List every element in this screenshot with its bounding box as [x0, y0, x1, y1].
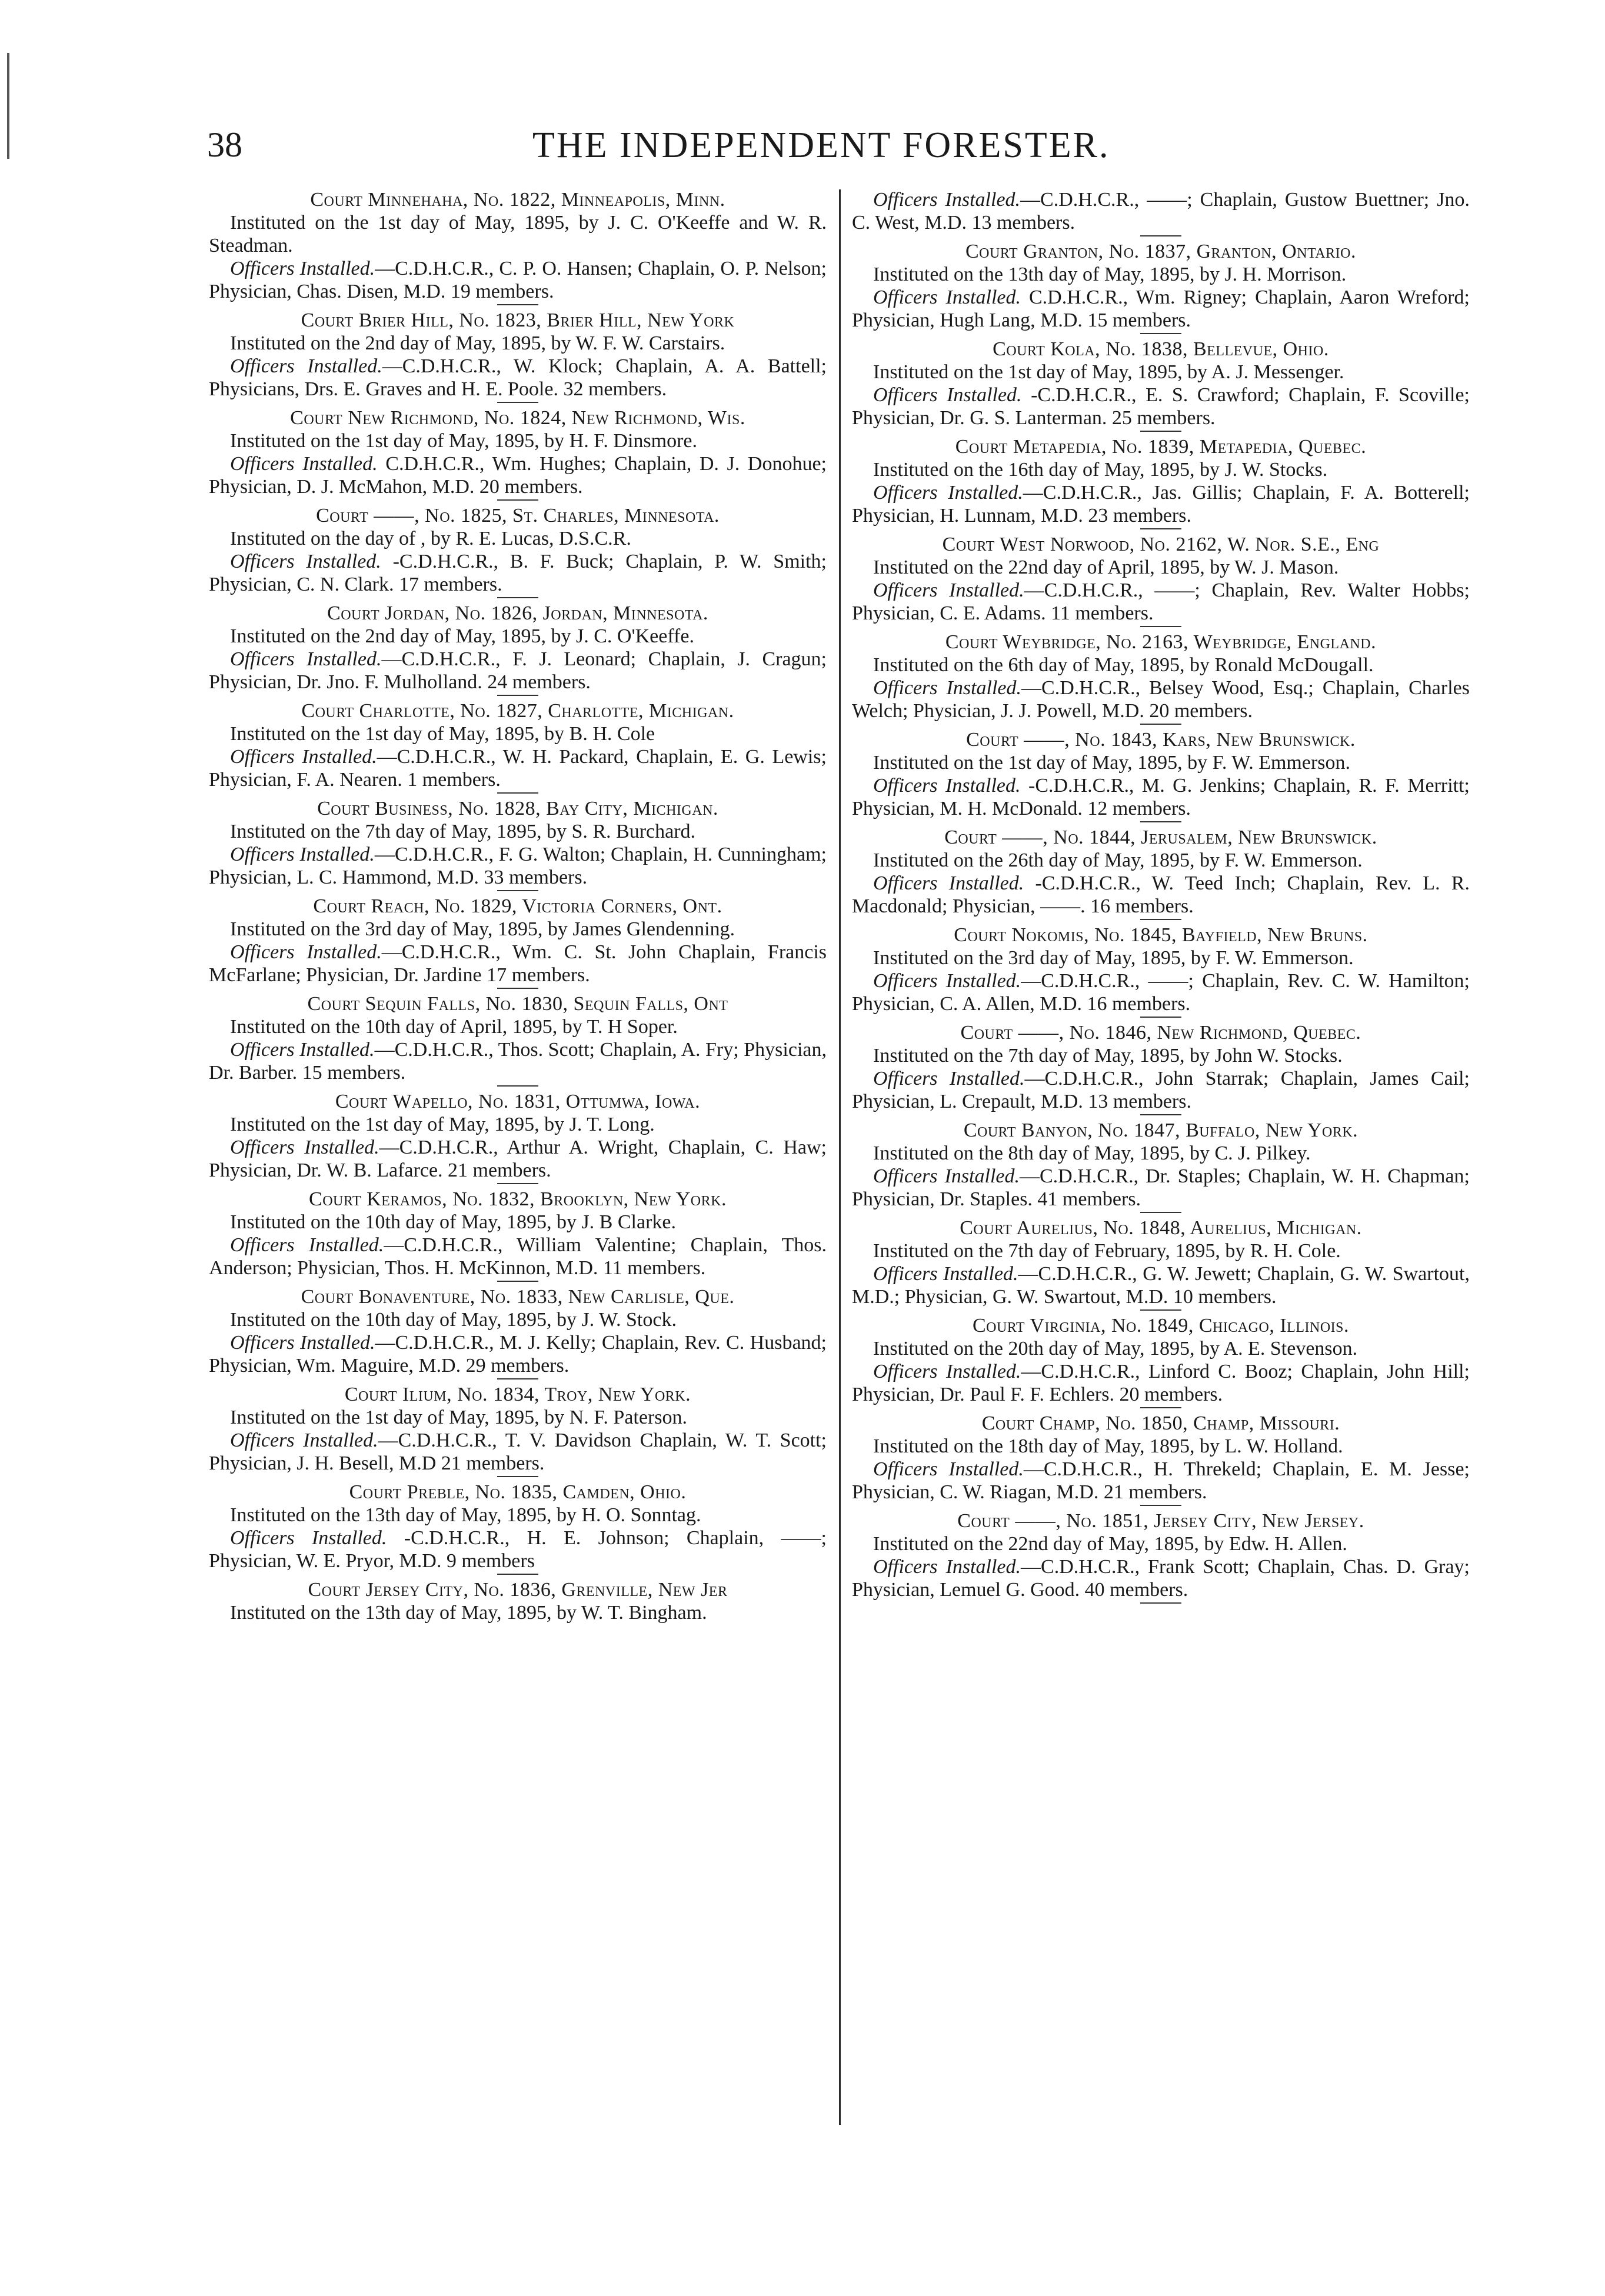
- instituted-text: Instituted on the 26th day of May, 1895, by F. W. Emmerson.: [873, 849, 1363, 871]
- officers-text: [852, 1360, 1470, 1406]
- instituted-text: Instituted on the 1st day of May, 1895, by J. C. O'Keeffe and W. R. Steadman.: [209, 212, 827, 256]
- entry-rule: [497, 695, 538, 696]
- instituted-text: Instituted on the 6th day of May, 1895, by Ronald McDougall.: [873, 654, 1374, 676]
- court-entry: [209, 797, 827, 891]
- officers-list: —C.D.H.C.R., Arthur A. Wright, Chaplain, C. Haw; Physician, Dr. W. B. Lafarce. 21 members.: [209, 1137, 827, 1181]
- officers-list: —C.D.H.C.R., G. W. Jewett; Chaplain, G. W. Swartout, M.D.; Physician, G. W. Swartout, M.D. 10 members.: [852, 1263, 1470, 1308]
- officers-list: -C.D.H.C.R., W. Teed Inch; Chaplain, Rev. L. R. Macdonald; Physician, ——. 16 members.: [852, 872, 1470, 917]
- column-divider: [839, 189, 841, 2125]
- entry-rule: [1140, 724, 1181, 725]
- court-heading: Court Virginia, No. 1849, Chicago, Illinois.: [972, 1315, 1350, 1337]
- entry-rule: [497, 1476, 538, 1477]
- court-entry: [852, 435, 1470, 529]
- left-column: [209, 188, 827, 1627]
- court-entry: [209, 699, 827, 794]
- entry-rule: [497, 1281, 538, 1282]
- officers-text: [852, 1262, 1470, 1308]
- entry-rule: [497, 1574, 538, 1575]
- officers-text: [209, 1136, 827, 1182]
- entry-rule: [1140, 235, 1181, 236]
- court-entry: [852, 1509, 1470, 1604]
- court-heading: Court Bonaventure, No. 1833, New Carlisle, Que.: [301, 1286, 735, 1308]
- court-entry: [852, 826, 1470, 920]
- entry-rule: [497, 597, 538, 598]
- officers-label: Officers Installed.: [873, 286, 1021, 308]
- instituted-text: Instituted on the 13th day of May, 1895, by W. T. Bingham.: [230, 1602, 707, 1624]
- officers-label: Officers Installed.: [873, 1361, 1021, 1382]
- officers-list: —C.D.H.C.R., W. Klock; Chaplain, A. A. Battell; Physicians, Drs. E. Graves and H. E. Poole. 32 members.: [209, 355, 827, 400]
- officers-list: —C.D.H.C.R., John Starrak; Chaplain, James Cail; Physician, L. Crepault, M.D. 13 members.: [852, 1068, 1470, 1112]
- officers-label: Officers Installed.: [873, 1165, 1020, 1187]
- court-heading: Court ——, No. 1844, Jerusalem, New Brunswick.: [944, 827, 1377, 848]
- court-entry: [852, 924, 1470, 1018]
- officers-list: —C.D.H.C.R., W. H. Packard, Chaplain, E. G. Lewis; Physician, F. A. Nearen. 1 members.: [209, 746, 827, 791]
- court-entry: [852, 1021, 1470, 1115]
- court-heading: Court Sequin Falls, No. 1830, Sequin Falls, Ont: [307, 993, 728, 1015]
- instituted-text: Instituted on the 16th day of May, 1895, by J. W. Stocks.: [873, 459, 1328, 481]
- entry-rule: [497, 1085, 538, 1087]
- court-entry: [852, 1412, 1470, 1506]
- instituted-text: Instituted on the 13th day of May, 1895, by H. O. Sonntag.: [230, 1504, 701, 1526]
- officers-text: [209, 941, 827, 987]
- court-entry: [209, 406, 827, 501]
- court-entry: [852, 240, 1470, 334]
- instituted-text: Instituted on the 1st day of May, 1895, by J. T. Long.: [230, 1114, 655, 1135]
- court-heading: Court Reach, No. 1829, Victoria Corners, Ont.: [313, 895, 722, 917]
- instituted-text: Instituted on the 7th day of February, 1895, by R. H. Cole.: [873, 1240, 1341, 1262]
- court-heading: Court Nokomis, No. 1845, Bayfield, New Bruns.: [954, 924, 1368, 946]
- instituted-text: Instituted on the day of , by R. E. Lucas, D.S.C.R.: [230, 528, 631, 549]
- court-entry: [852, 1314, 1470, 1408]
- entry-rule: [1140, 1505, 1181, 1506]
- court-heading: Court Banyon, No. 1847, Buffalo, New York.: [963, 1119, 1358, 1141]
- officers-list: —C.D.H.C.R., M. J. Kelly; Chaplain, Rev. C. Husband; Physician, Wm. Maguire, M.D. 29 members.: [209, 1332, 827, 1377]
- running-head: THE INDEPENDENT FORESTER.: [532, 125, 1110, 165]
- court-heading: Court Charlotte, No. 1827, Charlotte, Michigan.: [301, 700, 734, 722]
- officers-list: —C.D.H.C.R., F. G. Walton; Chaplain, H. Cunningham; Physician, L. C. Hammond, M.D. 33 members.: [209, 844, 827, 888]
- entry-rule: [497, 792, 538, 794]
- officers-label: Officers Installed.: [873, 872, 1024, 894]
- court-heading: Court Weybridge, No. 2163, Weybridge, England.: [945, 631, 1377, 653]
- court-heading: Court Ilium, No. 1834, Troy, New York.: [344, 1384, 691, 1405]
- entry-rule: [1140, 1212, 1181, 1213]
- officers-text: [209, 843, 827, 889]
- court-entry: [852, 533, 1470, 627]
- officers-list: —C.D.H.C.R., C. P. O. Hansen; Chaplain, O. P. Nelson; Physician, Chas. Disen, M.D. 19 members.: [209, 258, 827, 302]
- instituted-text: Instituted on the 10th day of April, 1895, by T. H Soper.: [230, 1016, 678, 1038]
- officers-label: Officers Installed.: [230, 844, 375, 865]
- officers-list: —C.D.H.C.R., Jas. Gillis; Chaplain, F. A. Botterell; Physician, H. Lunnam, M.D. 23 members.: [852, 482, 1470, 526]
- court-heading: Court ——, No. 1825, St. Charles, Minnesota.: [316, 505, 720, 526]
- officers-text: [852, 1165, 1470, 1211]
- officers-label: Officers Installed.: [873, 1068, 1025, 1089]
- right-column: [852, 188, 1470, 1607]
- officers-list: C.D.H.C.R., Wm. Rigney; Chaplain, Aaron Wreford; Physician, Hugh Lang, M.D. 15 members.: [852, 286, 1470, 331]
- officers-text: [852, 774, 1470, 820]
- officers-label: Officers Installed.: [873, 970, 1021, 992]
- officers-text: [852, 1458, 1470, 1504]
- court-heading: Court Wapello, No. 1831, Ottumwa, Iowa.: [335, 1091, 701, 1112]
- court-entry: [852, 1119, 1470, 1213]
- officers-label: Officers Installed.: [230, 648, 382, 670]
- instituted-text: Instituted on the 2nd day of May, 1895, by W. F. W. Carstairs.: [230, 332, 725, 354]
- court-entry: [209, 1188, 827, 1282]
- instituted-text: Instituted on the 13th day of May, 1895, by J. H. Morrison.: [873, 264, 1347, 285]
- court-entry: [209, 1578, 827, 1624]
- instituted-text: Instituted on the 3rd day of May, 1895, by James Glendenning.: [230, 918, 735, 940]
- court-entry: [852, 338, 1470, 432]
- court-entry: [209, 992, 827, 1087]
- court-entry: [209, 602, 827, 696]
- instituted-text: Instituted on the 1st day of May, 1895, by F. W. Emmerson.: [873, 752, 1351, 774]
- officers-label: Officers Installed.: [230, 355, 382, 377]
- officers-label: Officers Installed.: [230, 941, 382, 963]
- court-entry: [209, 309, 827, 403]
- officers-text: [852, 1555, 1470, 1601]
- officers-list: —C.D.H.C.R., William Valentine; Chaplain, Thos. Anderson; Physician, Thos. H. McKinnon, M.D. 11 members.: [209, 1234, 827, 1279]
- entry-rule: [497, 1378, 538, 1379]
- officers-list: —C.D.H.C.R., Wm. C. St. John Chaplain, Francis McFarlane; Physician, Dr. Jardine 17 members.: [209, 941, 827, 986]
- officers-list: -C.D.H.C.R., M. G. Jenkins; Chaplain, R. F. Merritt; Physician, M. H. McDonald. 12 members.: [852, 775, 1470, 819]
- entry-rule: [497, 402, 538, 403]
- entry-rule: [1140, 821, 1181, 822]
- officers-label: Officers Installed.: [873, 384, 1022, 406]
- officers-list: —C.D.H.C.R., Frank Scott; Chaplain, Chas. D. Gray; Physician, Lemuel G. Good. 40 members.: [852, 1556, 1470, 1601]
- officers-text: [852, 481, 1470, 527]
- officers-label: Officers Installed.: [873, 677, 1022, 699]
- officers-text: [852, 677, 1470, 722]
- officers-label: Officers Installed.: [873, 482, 1023, 504]
- entry-rule: [1140, 919, 1181, 920]
- officers-text: [852, 579, 1470, 625]
- court-heading: Court Champ, No. 1850, Champ, Missouri.: [981, 1412, 1340, 1434]
- court-heading: Court Jersey City, No. 1836, Grenville, New Jer: [308, 1579, 728, 1601]
- court-entry: [209, 504, 827, 598]
- court-entry: [852, 631, 1470, 725]
- officers-list: C.D.H.C.R., Wm. Hughes; Chaplain, D. J. Donohue; Physician, D. J. McMahon, M.D. 20 members.: [209, 453, 827, 498]
- officers-text: [209, 1527, 827, 1572]
- court-heading: Court Minnehaha, No. 1822, Minneapolis, Minn.: [310, 189, 725, 211]
- court-heading: Court ——, No. 1851, Jersey City, New Jersey.: [957, 1510, 1364, 1532]
- court-heading: Court Jordan, No. 1826, Jordan, Minnesota.: [327, 602, 708, 624]
- court-heading: Court Keramos, No. 1832, Brooklyn, New York.: [309, 1188, 727, 1210]
- officers-list: -C.D.H.C.R., E. S. Crawford; Chaplain, F. Scoville; Physician, Dr. G. S. Lanterman. 25 members.: [852, 384, 1470, 429]
- court-entry: [852, 728, 1470, 822]
- court-entry: [209, 1090, 827, 1184]
- entry-rule: [1140, 431, 1181, 432]
- page-number: 38: [207, 125, 242, 164]
- officers-label: Officers Installed.: [230, 1234, 384, 1256]
- instituted-text: Instituted on the 2nd day of May, 1895, by J. C. O'Keeffe.: [230, 625, 694, 647]
- officers-text: [852, 384, 1470, 429]
- officers-list: -C.D.H.C.R., H. E. Johnson; Chaplain, ——; Physician, W. E. Pryor, M.D. 9 members: [209, 1527, 827, 1572]
- entry-rule: [1140, 1602, 1181, 1604]
- instituted-text: Instituted on the 7th day of May, 1895, by John W. Stocks.: [873, 1045, 1343, 1067]
- court-entry: [209, 188, 827, 305]
- officers-label: Officers Installed.: [230, 746, 377, 768]
- officers-list: —C.D.H.C.R., Dr. Staples; Chaplain, W. H. Chapman; Physician, Dr. Staples. 41 members.: [852, 1165, 1470, 1210]
- instituted-text: Instituted on the 22nd day of May, 1895, by Edw. H. Allen.: [873, 1533, 1347, 1555]
- court-heading: Court ——, No. 1846, New Richmond, Quebec.: [960, 1022, 1361, 1044]
- instituted-text: Instituted on the 22nd day of April, 1895, by W. J. Mason.: [873, 556, 1339, 578]
- court-heading: Court Metapedia, No. 1839, Metapedia, Quebec.: [955, 436, 1367, 458]
- officers-label: Officers Installed.: [873, 1458, 1024, 1480]
- entry-rule: [497, 499, 538, 501]
- instituted-text: Instituted on the 8th day of May, 1895, by C. J. Pilkey.: [873, 1142, 1311, 1164]
- officers-text: [209, 452, 827, 498]
- officers-label: Officers Installed.: [230, 453, 378, 475]
- officers-list: —C.D.H.C.R., F. J. Leonard; Chaplain, J. Cragun; Physician, Dr. Jno. F. Mulholland. 24 members.: [209, 648, 827, 693]
- entry-rule: [1140, 1017, 1181, 1018]
- instituted-text: Instituted on the 10th day of May, 1895, by J. W. Stock.: [230, 1309, 677, 1331]
- court-heading: Court Brier Hill, No. 1823, Brier Hill, New York: [301, 309, 735, 331]
- instituted-text: Instituted on the 18th day of May, 1895, by L. W. Holland.: [873, 1435, 1343, 1457]
- officers-label: Officers Installed.: [230, 1039, 375, 1061]
- instituted-text: Instituted on the 1st day of May, 1895, by N. F. Paterson.: [230, 1407, 688, 1428]
- instituted-text: Instituted on the 1st day of May, 1895, by B. H. Cole: [230, 723, 655, 745]
- court-entry: [852, 1217, 1470, 1311]
- court-heading: Court ——, No. 1843, Kars, New Brunswick.: [966, 729, 1356, 751]
- officers-list: -C.D.H.C.R., B. F. Buck; Chaplain, P. W. Smith; Physician, C. N. Clark. 17 members.: [209, 551, 827, 595]
- court-heading: Court West Norwood, No. 2162, W. Nor. S.E., Eng: [942, 534, 1380, 555]
- officers-label: Officers Installed.: [873, 189, 1021, 211]
- court-entry: [852, 188, 1470, 236]
- officers-text: [209, 1331, 827, 1377]
- instituted-text: Instituted on the 3rd day of May, 1895, by F. W. Emmerson.: [873, 947, 1354, 969]
- officers-label: Officers Installed.: [230, 1137, 379, 1158]
- officers-list: —C.D.H.C.R., ——; Chaplain, Rev. C. W. Hamilton; Physician, C. A. Allen, M.D. 16 members.: [852, 970, 1470, 1015]
- entry-rule: [497, 890, 538, 891]
- court-entry: [209, 1285, 827, 1379]
- court-heading: Court Preble, No. 1835, Camden, Ohio.: [349, 1481, 687, 1503]
- officers-label: Officers Installed.: [873, 775, 1021, 797]
- officers-text: [852, 872, 1470, 918]
- officers-list: —C.D.H.C.R., H. Threkeld; Chaplain, E. M. Jesse; Physician, C. W. Riagan, M.D. 21 members.: [852, 1458, 1470, 1503]
- officers-label: Officers Installed.: [230, 1527, 387, 1549]
- court-entry: [209, 1383, 827, 1477]
- officers-list: —C.D.H.C.R., ——; Chaplain, Gustow Buettner; Jno. C. West, M.D. 13 members.: [852, 189, 1470, 234]
- court-heading: Court Business, No. 1828, Bay City, Michigan.: [317, 798, 718, 819]
- officers-list: —C.D.H.C.R., ——; Chaplain, Rev. Walter Hobbs; Physician, C. E. Adams. 11 members.: [852, 579, 1470, 624]
- officers-label: Officers Installed.: [230, 551, 381, 572]
- entry-rule: [1140, 528, 1181, 529]
- instituted-text: Instituted on the 20th day of May, 1895, by A. E. Stevenson.: [873, 1338, 1358, 1359]
- entry-rule: [1140, 1114, 1181, 1115]
- officers-text: [852, 188, 1470, 234]
- officers-list: —C.D.H.C.R., T. V. Davidson Chaplain, W. T. Scott; Physician, J. H. Besell, M.D 21 members.: [209, 1429, 827, 1474]
- officers-text: [209, 648, 827, 694]
- court-entry: [209, 1481, 827, 1575]
- instituted-text: Instituted on the 10th day of May, 1895, by J. B Clarke.: [230, 1211, 676, 1233]
- court-heading: Court Granton, No. 1837, Granton, Ontario.: [965, 241, 1356, 262]
- officers-text: [209, 550, 827, 596]
- entry-rule: [1140, 626, 1181, 627]
- officers-list: —C.D.H.C.R., Thos. Scott; Chaplain, A. Fry; Physician, Dr. Barber. 15 members.: [209, 1039, 827, 1084]
- officers-text: [209, 1038, 827, 1084]
- officers-text: [852, 286, 1470, 332]
- officers-text: [209, 257, 827, 303]
- court-entry: [209, 895, 827, 989]
- court-heading: Court Kola, No. 1838, Bellevue, Ohio.: [993, 338, 1329, 360]
- officers-text: [852, 969, 1470, 1015]
- officers-list: —C.D.H.C.R., Linford C. Booz; Chaplain, John Hill; Physician, Dr. Paul F. F. Echlers. 20 members.: [852, 1361, 1470, 1405]
- entry-rule: [497, 1183, 538, 1184]
- officers-label: Officers Installed.: [230, 1429, 378, 1451]
- officers-label: Officers Installed.: [873, 579, 1024, 601]
- court-heading: Court Aurelius, No. 1848, Aurelius, Michigan.: [960, 1217, 1362, 1239]
- entry-rule: [497, 304, 538, 305]
- entry-rule: [497, 988, 538, 989]
- officers-label: Officers Installed.: [230, 1332, 375, 1354]
- instituted-text: Instituted on the 1st day of May, 1895, by H. F. Dinsmore.: [230, 430, 698, 452]
- instituted-text: Instituted on the 1st day of May, 1895, by A. J. Messenger.: [873, 361, 1344, 383]
- officers-label: Officers Installed.: [873, 1263, 1018, 1285]
- left-margin-mark: [7, 53, 9, 159]
- officers-text: [852, 1067, 1470, 1113]
- officers-text: [209, 1429, 827, 1475]
- court-heading: Court New Richmond, No. 1824, New Richmond, Wis.: [290, 407, 745, 429]
- instituted-text: Instituted on the 7th day of May, 1895, by S. R. Burchard.: [230, 821, 696, 842]
- officers-label: Officers Installed.: [230, 258, 375, 279]
- officers-list: —C.D.H.C.R., Belsey Wood, Esq.; Chaplain, Charles Welch; Physician, J. J. Powell, M.D. 20 members.: [852, 677, 1470, 722]
- entry-rule: [1140, 333, 1181, 334]
- entry-rule: [1140, 1309, 1181, 1311]
- officers-text: [209, 1234, 827, 1279]
- entry-rule: [1140, 1407, 1181, 1408]
- officers-label: Officers Installed.: [873, 1556, 1021, 1578]
- officers-text: [209, 355, 827, 401]
- officers-text: [209, 745, 827, 791]
